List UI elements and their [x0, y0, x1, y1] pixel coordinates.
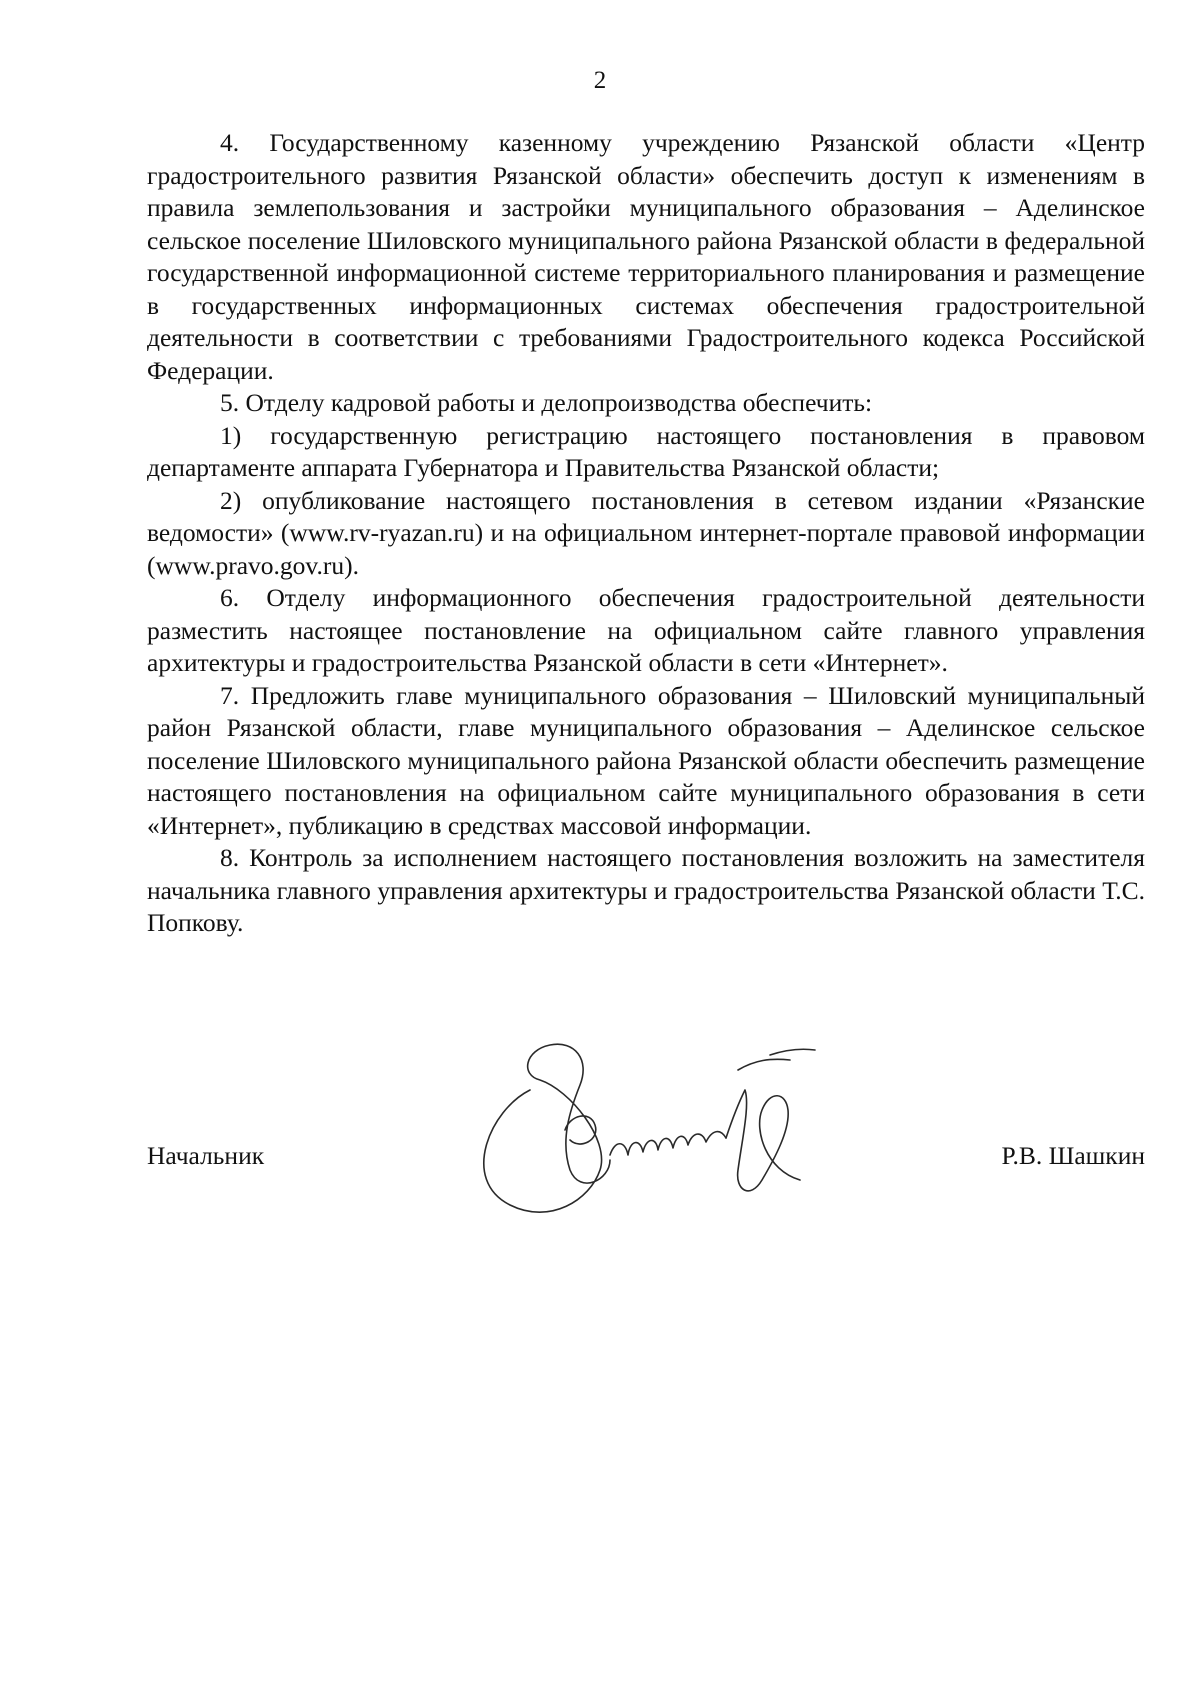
paragraph-4: 4. Государственному казенному учреждению Рязанской области «Центр градостроительного развития Рязанской области» обеспечить доступ к изменениям в правила землепользования и застройки муниципального образования – Аделинское сельское поселение Шиловского муниципального района Рязанской области в федеральной государственной информационной системе территориального планирования и размещение в государственных информационных системах обеспечения градостроительной деятельности в соответствии с требованиями Градостроительного кодекса Российской Федерации. — [147, 128, 1145, 385]
paragraph-5-item-2: 2) опубликование настоящего постановления в сетевом издании «Рязанские ведомости» (www.rv-ryazan.ru) и на официальном интернет-портале правовой информации (www.pravo.gov.ru). — [147, 485, 1145, 580]
paragraph-8: 8. Контроль за исполнением настоящего постановления возложить на заместителя начальника главного управления архитектуры и градостроительства Рязанской области Т.С. Попкову. — [147, 843, 1145, 937]
paragraph-5-item-1: 1) государственную регистрацию настоящего постановления в правовом департаменте аппарата Губернатора и Правительства Рязанской области; — [147, 420, 1145, 482]
signature-block — [147, 1140, 1145, 1180]
paragraph-6: 6. Отделу информационного обеспечения градостроительной деятельности разместить настоящее постановление на официальном сайте главного управления архитектуры и градостроительства Рязанской области в сети «Интернет». — [147, 583, 1145, 677]
paragraph-7: 7. Предложить главе муниципального образования – Шиловский муниципальный район Рязанской области, главе муниципального образования – Аделинское сельское поселение Шиловского муниципального района Рязанской области обеспечить размещение настоящего постановления на официальном сайте муниципального образования в сети «Интернет», публикацию в средствах массовой информации. — [147, 680, 1145, 840]
signer-name: Р.В. Шашкин — [1001, 1141, 1145, 1170]
document-body — [147, 127, 1145, 940]
page-number: 2 — [593, 67, 607, 94]
paragraph-5: 5. Отделу кадровой работы и делопроизводства обеспечить: — [220, 388, 873, 417]
signer-title: Начальник — [147, 1141, 265, 1170]
